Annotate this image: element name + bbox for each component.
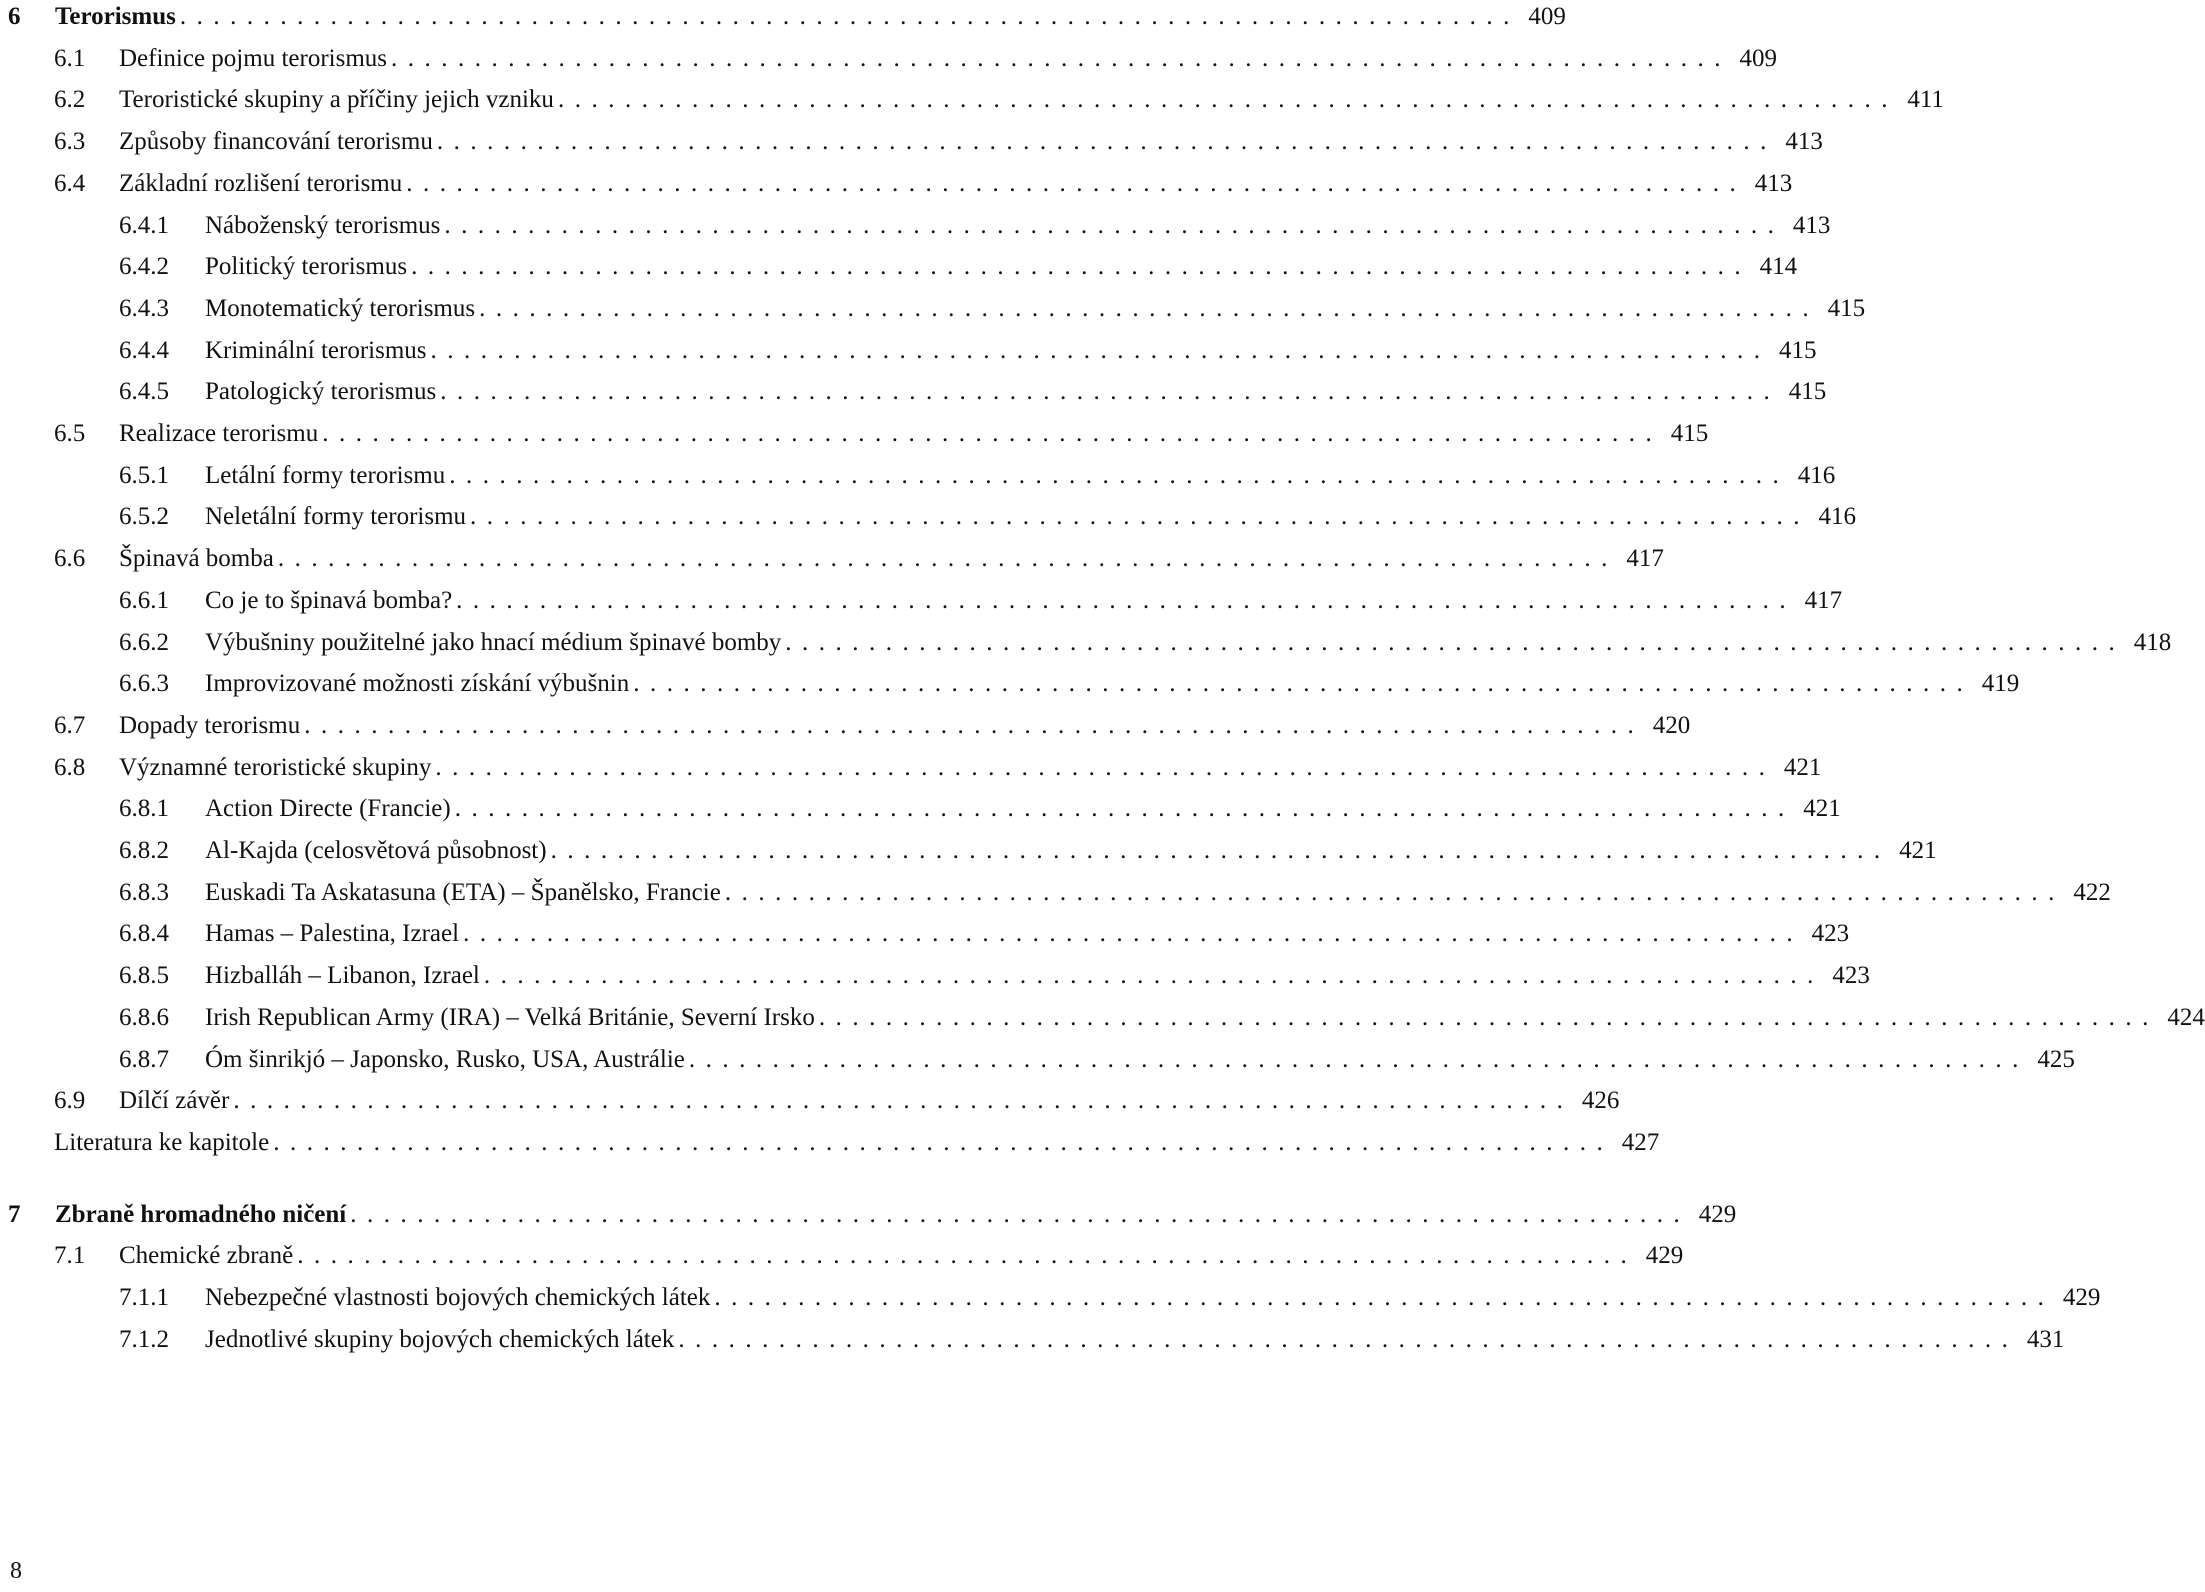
- toc-entry[interactable]: [54, 83, 1944, 117]
- toc-entry-number: 6.8: [54, 753, 86, 781]
- dot-leader: ................................................................................: [406, 169, 1747, 197]
- toc-entry-title: Dílčí závěr: [119, 1087, 230, 1115]
- toc-entry[interactable]: [119, 209, 1831, 243]
- toc-entry[interactable]: [119, 1323, 2065, 1357]
- toc-entry[interactable]: [119, 584, 1843, 618]
- dot-leader: ................................................................................: [785, 628, 2126, 656]
- toc-entry-page: 419: [1981, 670, 2020, 698]
- toc-entry[interactable]: [119, 1281, 2101, 1315]
- toc-entry-page: 426: [1581, 1087, 1620, 1115]
- toc-entry-title: Hizballáh – Libanon, Izrael: [205, 962, 480, 990]
- dot-leader: ................................................................................: [483, 962, 1824, 990]
- dot-leader: ................................................................................: [633, 670, 1974, 698]
- toc-entry-page: 429: [2062, 1284, 2101, 1311]
- toc-entry[interactable]: [119, 334, 1817, 368]
- toc-entry-page: 416: [1797, 461, 1836, 489]
- toc-entry-title: Politický terorismus: [205, 253, 408, 281]
- toc-entry-number: 6.5.2: [119, 503, 169, 531]
- toc-entry[interactable]: [54, 542, 1664, 576]
- toc-entry-number: 6.2: [54, 86, 86, 114]
- dot-leader: ................................................................................: [411, 253, 1752, 281]
- toc-entry-number: 7.1.1: [119, 1284, 169, 1311]
- toc-entry-title: Realizace terorismu: [119, 420, 319, 447]
- toc-entry-page: 409: [1739, 44, 1777, 72]
- toc-entry-title: Patologický terorismus: [205, 378, 437, 406]
- toc-entry-title: Teroristické skupiny a příčiny jejich vzniku: [119, 86, 554, 114]
- toc-entry-title: Co je to špinavá bomba?: [205, 586, 453, 614]
- toc-entry-title: Nebezpečné vlastnosti bojových chemických látek: [205, 1284, 711, 1311]
- dot-leader: ................................................................................: [436, 128, 1777, 156]
- toc-entry-title: Al-Kajda (celosvětová působnost): [205, 837, 547, 864]
- toc-entry[interactable]: [54, 417, 1709, 451]
- toc-entry-title: Definice pojmu terorismus: [119, 44, 387, 72]
- toc-entry-page: 411: [1907, 86, 1944, 114]
- toc-entry-title: Špinavá bomba: [119, 545, 274, 573]
- toc-entry-title: Óm šinrikjó – Japonsko, Rusko, USA, Austrálie: [205, 1045, 685, 1073]
- dot-leader: ................................................................................: [818, 1003, 2159, 1031]
- dot-leader: ................................................................................: [233, 1087, 1574, 1115]
- toc-entry[interactable]: [119, 500, 1857, 534]
- toc-entry[interactable]: [54, 167, 1793, 201]
- toc-entry[interactable]: [119, 917, 1850, 951]
- toc-entry-page: 423: [1811, 920, 1850, 948]
- toc-entry-title: Chemické zbraně: [119, 1242, 294, 1270]
- dot-leader: ................................................................................: [688, 1045, 2029, 1073]
- dot-leader: ................................................................................: [273, 1128, 1614, 1156]
- dot-leader: ................................................................................: [714, 1284, 2055, 1311]
- toc-entry-page: 418: [2133, 628, 2172, 656]
- dot-leader: ................................................................................: [678, 1325, 2019, 1353]
- toc-entry-title: Hamas – Palestina, Izrael: [205, 920, 460, 948]
- toc-entry-title: Monotematický terorismus: [205, 294, 476, 322]
- toc-entry-page: 427: [1621, 1128, 1660, 1156]
- toc-entry-number: 7.1: [54, 1242, 86, 1270]
- toc-entry-number: 7: [8, 1200, 21, 1228]
- toc-entry[interactable]: [119, 834, 1937, 868]
- toc-entry-title: Jednotlivé skupiny bojových chemických látek: [205, 1325, 675, 1353]
- toc-entry-page: 429: [1698, 1200, 1737, 1228]
- toc-entry-number: 6.8.3: [119, 878, 169, 906]
- toc-entry-number: 6.1: [54, 44, 86, 72]
- toc-entry-page: 421: [1803, 795, 1841, 823]
- toc-entry[interactable]: [119, 1001, 2205, 1035]
- dot-leader: ................................................................................: [277, 545, 1618, 573]
- toc-chapter-entry[interactable]: [8, 1198, 1737, 1232]
- toc-entry[interactable]: [119, 667, 2020, 701]
- toc-entry-page: 417: [1626, 545, 1664, 573]
- toc-entry-number: 6.8.2: [119, 837, 169, 864]
- dot-leader: ................................................................................: [550, 837, 1891, 864]
- toc-entry-number: 6.7: [54, 711, 86, 739]
- toc-entry-number: 6.9: [54, 1087, 86, 1115]
- toc-entry-number: 6.5: [54, 420, 86, 447]
- toc-entry-number: 6.4.1: [119, 211, 169, 239]
- toc-entry-number: 6.8.1: [119, 795, 169, 823]
- toc-entry-number: 6.6.2: [119, 628, 169, 656]
- dot-leader: ................................................................................: [391, 44, 1731, 72]
- dot-leader: ................................................................................: [463, 920, 1804, 948]
- toc-entry-title: Euskadi Ta Askatasuna (ETA) – Španělsko, Francie: [205, 878, 721, 906]
- dot-leader: ................................................................................: [449, 461, 1790, 489]
- toc-entry[interactable]: [119, 876, 2111, 910]
- toc-entry[interactable]: [119, 459, 1836, 493]
- toc-entry-number: 6.4.5: [119, 378, 169, 406]
- toc-entry-number: 6.8.7: [119, 1045, 169, 1073]
- toc-entry-title: Dopady terorismu: [119, 711, 301, 739]
- toc-entry-page: 425: [2037, 1045, 2075, 1073]
- dot-leader: ................................................................................: [724, 878, 2065, 906]
- toc-entry-page: 415: [1827, 294, 1866, 322]
- toc-entry-number: 6.4.2: [119, 253, 169, 281]
- dot-leader: ................................................................................: [435, 753, 1776, 781]
- toc-entry-title: Základní rozlišení terorismu: [119, 169, 403, 197]
- toc-entry-number: 6.8.6: [119, 1003, 169, 1031]
- dot-leader: ................................................................................: [444, 211, 1785, 239]
- dot-leader: ................................................................................: [430, 336, 1771, 364]
- toc-entry-title: Improvizované možnosti získání výbušnin: [205, 670, 630, 698]
- toc-entry-number: 6.4: [54, 169, 86, 197]
- dot-leader: ................................................................................: [470, 503, 1811, 531]
- toc-entry-number: 6.6.3: [119, 670, 169, 698]
- toc-entry-page: 413: [1785, 128, 1823, 156]
- toc-entry[interactable]: [119, 250, 1798, 284]
- toc-entry-number: 6.6.1: [119, 586, 169, 614]
- toc-entry-page: 417: [1804, 586, 1843, 614]
- toc-entry-title: Terorismus: [55, 3, 176, 30]
- dot-leader: ................................................................................: [440, 378, 1781, 406]
- toc-chapter-entry[interactable]: [8, 0, 1566, 34]
- toc-entry-title: Výbušniny použitelné jako hnací médium špinavé bomby: [205, 628, 782, 656]
- dot-leader: ................................................................................: [322, 420, 1663, 447]
- toc-entry[interactable]: [119, 375, 1827, 409]
- dot-leader: ................................................................................: [304, 711, 1645, 739]
- toc-entry-number: 6.6: [54, 545, 86, 573]
- toc-entry-number: 6.4.4: [119, 336, 169, 364]
- page-number: 8: [10, 1558, 22, 1584]
- toc-entry-title: Irish Republican Army (IRA) – Velká Británie, Severní Irsko: [205, 1003, 815, 1031]
- toc-entry-page: 431: [2026, 1325, 2065, 1353]
- toc-entry-number: 6: [8, 3, 21, 30]
- toc-entry-page: 420: [1652, 711, 1691, 739]
- toc-entry-page: 421: [1899, 837, 1937, 864]
- toc-entry-number: 6.3: [54, 128, 86, 156]
- toc-entry-page: 415: [1670, 420, 1709, 447]
- toc-entry[interactable]: [54, 709, 1691, 743]
- toc-entry-title: Významné teroristické skupiny: [119, 753, 432, 781]
- toc-entry-title: Způsoby financování terorismu: [119, 128, 433, 156]
- toc-entry-title: Action Directe (Francie): [205, 795, 451, 823]
- toc-entry-number: 6.8.4: [119, 920, 169, 948]
- toc-entry-page: 423: [1832, 962, 1870, 990]
- toc-entry-title: Náboženský terorismus: [205, 211, 441, 239]
- toc-entry-title: Letální formy terorismu: [205, 461, 446, 489]
- toc-entry-number: 6.4.3: [119, 294, 169, 322]
- dot-leader: ................................................................................: [297, 1242, 1638, 1270]
- toc-entry[interactable]: [54, 751, 1822, 785]
- toc-entry-page: 414: [1759, 253, 1798, 281]
- toc-entry-title: Neletální formy terorismu: [205, 503, 467, 531]
- toc-entry[interactable]: [119, 1043, 2075, 1077]
- toc-entry[interactable]: [54, 42, 1777, 76]
- toc-entry[interactable]: [119, 626, 2172, 660]
- toc-entry[interactable]: [54, 1239, 1684, 1273]
- toc-entry-page: 424: [2167, 1003, 2205, 1031]
- dot-leader: ................................................................................: [557, 86, 1898, 114]
- toc-entry-page: 415: [1788, 378, 1827, 406]
- toc-entry-title: Kriminální terorismus: [205, 336, 427, 364]
- toc-entry-page: 413: [1754, 169, 1793, 197]
- toc-entry-page: 422: [2073, 878, 2111, 906]
- dot-leader: ................................................................................: [454, 795, 1795, 823]
- toc-entry-page: 416: [1818, 503, 1857, 531]
- toc-entry[interactable]: [54, 1084, 1620, 1118]
- toc-entry[interactable]: [119, 792, 1841, 826]
- toc-entry-number: 6.8.5: [119, 962, 169, 990]
- toc-entry-page: 421: [1783, 753, 1822, 781]
- toc-entry-title: Literatura ke kapitole: [54, 1128, 270, 1156]
- toc-entry[interactable]: [54, 1126, 1660, 1160]
- toc-entry[interactable]: [119, 292, 1866, 326]
- dot-leader: ................................................................................: [350, 1200, 1691, 1228]
- toc-entry[interactable]: [119, 959, 1870, 993]
- toc-entry-page: 415: [1779, 336, 1817, 364]
- toc-entry-page: 429: [1645, 1242, 1684, 1270]
- dot-leader: ................................................................................: [179, 3, 1520, 30]
- toc-entry-page: 409: [1528, 3, 1566, 30]
- toc-entry-page: 413: [1792, 211, 1831, 239]
- toc-entry-number: 7.1.2: [119, 1325, 169, 1353]
- dot-leader: ................................................................................: [456, 586, 1797, 614]
- dot-leader: ................................................................................: [479, 294, 1820, 322]
- toc-entry-number: 6.5.1: [119, 461, 169, 489]
- toc-entry-title: Zbraně hromadného ničení: [55, 1200, 347, 1228]
- toc-entry[interactable]: [54, 125, 1823, 159]
